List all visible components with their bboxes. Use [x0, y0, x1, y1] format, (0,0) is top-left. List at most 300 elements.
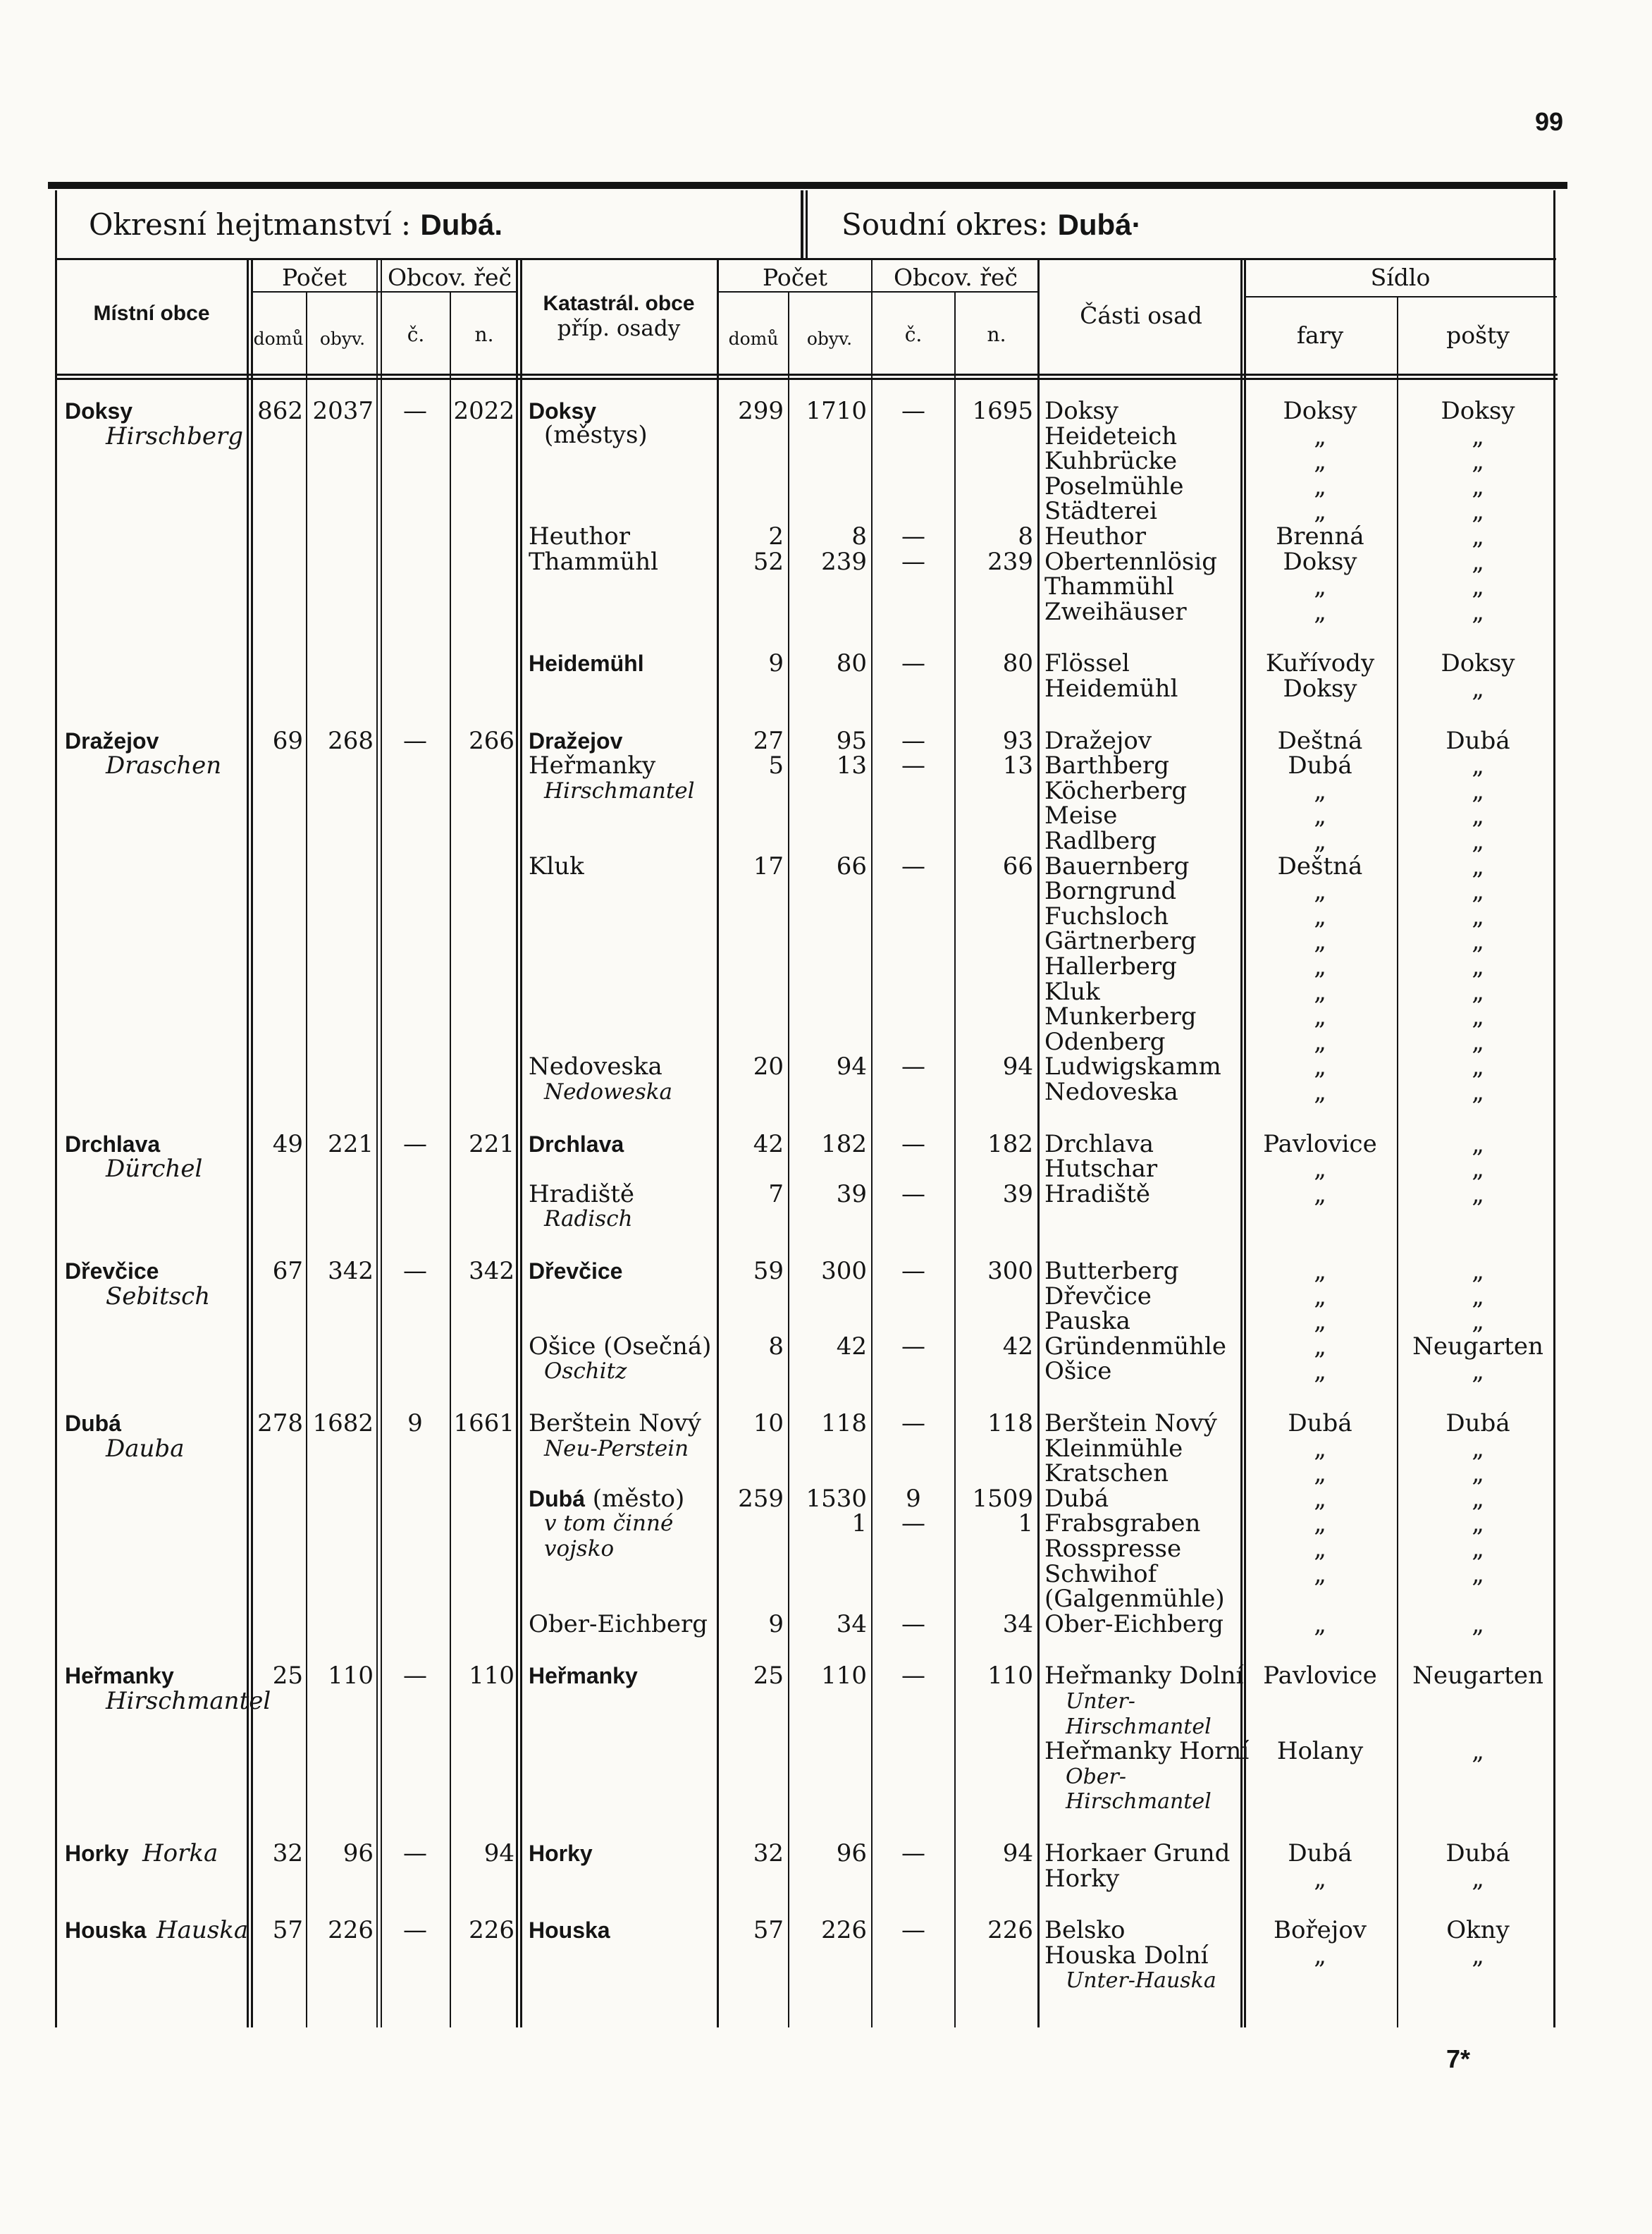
cell-k-c: — — [901, 1257, 925, 1285]
cell-fara: „ — [1314, 827, 1326, 855]
cell-fara: „ — [1314, 1434, 1326, 1463]
table-row — [0, 1207, 1652, 1232]
table-row — [0, 499, 1652, 524]
cell-cast-de: Hirschmantel — [1066, 1789, 1212, 1815]
cell-cast: Ludwigskamm — [1044, 1052, 1221, 1081]
cell-obec: Dřevčice — [65, 1258, 159, 1284]
cell-posta: „ — [1472, 952, 1484, 981]
cell-cast: Dřevčice — [1044, 1282, 1152, 1311]
cell-obec: Horky — [65, 1841, 129, 1866]
cell-posta: „ — [1472, 675, 1484, 703]
cell-k-c: — — [901, 726, 925, 755]
cell-katastr: Hradiště — [529, 1179, 635, 1208]
cell-k-c: — — [901, 1609, 925, 1638]
cell-cast: Belsko — [1044, 1916, 1126, 1945]
table-row — [0, 1080, 1652, 1105]
cell-n: 226 — [469, 1916, 514, 1945]
cell-fara: „ — [1314, 927, 1326, 956]
cell-fara: „ — [1314, 802, 1326, 830]
table-row — [0, 420, 1652, 450]
cell-k-obyv: 34 — [836, 1609, 867, 1638]
cell-obec-de: Hirschberg — [106, 422, 244, 450]
cell-katastr — [529, 1484, 716, 1513]
cell-cast-de: Hirschmantel — [1066, 1714, 1212, 1739]
table-row — [0, 1537, 1652, 1562]
cell-k-domu: 7 — [768, 1179, 784, 1208]
cell-fara: „ — [1314, 1307, 1326, 1336]
cell-katastr-sub: (městys) — [544, 420, 648, 449]
table-row — [0, 776, 1652, 805]
cell-k-c: — — [901, 1129, 925, 1158]
katastr-bold-part: Dubá — [529, 1485, 585, 1511]
cell-k-obyv: 95 — [836, 726, 867, 755]
cell-cast: Heuthor — [1044, 522, 1146, 551]
cell-k-n: 182 — [987, 1129, 1033, 1158]
cell-obec: Doksy — [65, 398, 133, 424]
table-row — [0, 651, 1652, 677]
table-row — [0, 1841, 1652, 1867]
cell-cast: Munkerberg — [1044, 1002, 1197, 1031]
col-casti: Části osad — [1080, 302, 1202, 329]
cell-k-n: 1695 — [972, 397, 1033, 425]
cell-cast: Kratschen — [1044, 1459, 1169, 1488]
cell-k-c: 9 — [906, 1484, 921, 1513]
cell-k-n: 110 — [987, 1662, 1033, 1690]
cell-cast: Schwihof — [1044, 1559, 1157, 1588]
cell-c: 9 — [407, 1409, 423, 1437]
cell-n: 110 — [469, 1662, 514, 1690]
cell-k-domu: 57 — [753, 1916, 784, 1945]
table-row — [0, 1765, 1652, 1790]
court-label: Soudní okres: — [842, 207, 1049, 242]
cell-cast: Houska Dolní — [1044, 1941, 1209, 1970]
cell-k-n: 118 — [987, 1409, 1033, 1437]
cell-k-c: — — [901, 649, 925, 678]
cell-katastr: Drchlava — [529, 1131, 624, 1157]
cell-posta: „ — [1472, 827, 1484, 855]
cell-k-n: 13 — [1002, 751, 1033, 780]
table-row — [0, 977, 1652, 1006]
cell-obyv: 110 — [328, 1662, 374, 1690]
cell-cast: Köcherberg — [1044, 776, 1188, 805]
cell-fara: „ — [1314, 1535, 1326, 1563]
district-title — [89, 207, 503, 242]
col-pocet-2: Počet — [762, 264, 827, 291]
cell-posta: „ — [1472, 802, 1484, 830]
cell-fara: „ — [1314, 422, 1326, 450]
cell-fara: „ — [1314, 1509, 1326, 1538]
cell-posta: „ — [1472, 1609, 1484, 1638]
cell-posta: „ — [1472, 1155, 1484, 1184]
cell-k-n: 239 — [987, 547, 1033, 576]
cell-n: 221 — [469, 1129, 514, 1158]
cell-cast: (Galgenmühle) — [1044, 1585, 1225, 1614]
table-row — [0, 1587, 1652, 1612]
cell-k-domu: 8 — [768, 1332, 784, 1361]
cell-k-obyv: 1 — [851, 1509, 867, 1538]
cell-k-domu: 52 — [753, 547, 784, 576]
cell-obec-de: Sebitsch — [106, 1282, 211, 1311]
cell-katastr-de: Neu-Perstein — [544, 1435, 689, 1461]
cell-k-domu: 9 — [768, 1609, 784, 1638]
cell-k-c: — — [901, 1179, 925, 1208]
cell-posta: Neugarten — [1412, 1332, 1543, 1361]
district-label: Okresní hejtmanství : — [89, 207, 412, 242]
cell-katastr: Horky — [529, 1841, 593, 1866]
cell-posta: „ — [1472, 1941, 1484, 1970]
cell-fara: „ — [1314, 1609, 1326, 1638]
cell-k-obyv: 8 — [851, 522, 867, 551]
cell-katastr-de: v tom činné — [544, 1511, 674, 1537]
cell-fara: Holany — [1276, 1737, 1364, 1766]
cell-posta: „ — [1472, 572, 1484, 601]
table-row — [0, 449, 1652, 474]
cell-cast: Pauska — [1044, 1307, 1130, 1336]
cell-n: 94 — [483, 1839, 514, 1867]
table-row — [0, 879, 1652, 904]
cell-fara: „ — [1314, 776, 1326, 805]
cell-cast: Kluk — [1044, 977, 1100, 1006]
cell-katastr-de: Radisch — [544, 1206, 633, 1232]
table-row — [0, 1686, 1652, 1715]
cell-fara: „ — [1314, 1941, 1326, 1970]
cell-katastr: Dřevčice — [529, 1258, 623, 1284]
cell-katastr: Berštein Nový — [529, 1409, 701, 1437]
cell-c: — — [403, 1129, 427, 1158]
cell-c: — — [403, 397, 427, 425]
cell-posta: Doksy — [1441, 397, 1515, 425]
cell-k-obyv: 96 — [836, 1839, 867, 1867]
cell-fara: „ — [1314, 1052, 1326, 1081]
table-row — [0, 1461, 1652, 1487]
cell-fara: Dubá — [1288, 1839, 1352, 1867]
cell-cast: Doksy — [1044, 397, 1118, 425]
cell-cast: Thammühl — [1044, 572, 1174, 601]
cell-obec-de: Dürchel — [106, 1155, 203, 1184]
cell-posta: „ — [1472, 1484, 1484, 1513]
cell-domu: 69 — [272, 726, 303, 755]
cell-k-n: 93 — [1002, 726, 1033, 755]
table-row — [0, 952, 1652, 981]
table-row — [0, 1968, 1652, 1994]
cell-fara: Brenná — [1276, 522, 1364, 551]
cell-posta: „ — [1472, 422, 1484, 450]
cell-k-obyv: 42 — [836, 1332, 867, 1361]
cell-fara: Pavlovice — [1263, 1662, 1377, 1690]
table-row — [0, 572, 1652, 601]
cell-cast: Horkaer Grund — [1044, 1839, 1231, 1867]
cell-fara: „ — [1314, 877, 1326, 906]
top-rule — [48, 182, 1567, 189]
table-row — [0, 1559, 1652, 1588]
cell-posta: „ — [1472, 1282, 1484, 1311]
cell-cast-de: Unter- — [1066, 1689, 1135, 1714]
cell-katastr: Ošice (Osečná) — [529, 1332, 712, 1361]
cell-posta: „ — [1472, 1307, 1484, 1336]
cell-posta: Dubá — [1446, 1839, 1510, 1867]
cell-cast: Meise — [1044, 802, 1118, 830]
table-row — [0, 1739, 1652, 1765]
cell-cast: Kleinmühle — [1044, 1434, 1183, 1463]
cell-k-obyv: 182 — [821, 1129, 867, 1158]
cell-obec: Dražejov — [65, 728, 159, 754]
cell-fara: Doksy — [1283, 675, 1357, 703]
cell-katastr: Houska — [529, 1917, 610, 1944]
table-row — [0, 597, 1652, 626]
cell-cast: Ober-Eichberg — [1044, 1609, 1224, 1638]
table-row — [0, 1284, 1652, 1310]
cell-k-domu: 32 — [753, 1839, 784, 1867]
cell-cast: Dubá — [1044, 1484, 1109, 1513]
cell-posta: „ — [1472, 1535, 1484, 1563]
col-katastr-1: Katastrál. obce — [543, 292, 695, 315]
cell-katastr: Heřmanky — [529, 751, 656, 780]
cell-posta: Dubá — [1446, 726, 1510, 755]
cell-k-domu: 42 — [753, 1129, 784, 1158]
cell-cast: Hutschar — [1044, 1155, 1158, 1184]
cell-katastr: Nedoveska — [529, 1052, 662, 1081]
cell-k-obyv: 13 — [836, 751, 867, 780]
cell-cast: Heideteich — [1044, 422, 1178, 450]
cell-cast: Gärtnerberg — [1044, 927, 1197, 956]
cell-cast-de: Ober- — [1066, 1764, 1127, 1789]
cell-obyv: 268 — [328, 726, 374, 755]
cell-fara: „ — [1314, 1332, 1326, 1361]
footer-mark: 7* — [1446, 2044, 1471, 2073]
cell-katastr: Heřmanky — [529, 1663, 638, 1689]
cell-cast: Hradiště — [1044, 1179, 1151, 1208]
cell-posta: „ — [1472, 877, 1484, 906]
cell-katastr: Doksy — [529, 398, 597, 424]
table-row — [0, 854, 1652, 880]
cell-k-n: 226 — [987, 1916, 1033, 1945]
cell-fara: „ — [1314, 1027, 1326, 1056]
cell-posta: „ — [1472, 1257, 1484, 1285]
cell-c: — — [403, 726, 427, 755]
table-row — [0, 1864, 1652, 1893]
table-row — [0, 1941, 1652, 1970]
cell-k-c: — — [901, 1662, 925, 1690]
cell-posta: „ — [1472, 497, 1484, 526]
cell-posta: „ — [1472, 902, 1484, 931]
table-row — [0, 829, 1652, 854]
cell-c: — — [403, 1916, 427, 1945]
district-name: Dubá. — [420, 208, 503, 241]
col-fary: fary — [1296, 321, 1344, 349]
col-c-1: č. — [407, 323, 425, 346]
cell-katastr-de: Oschitz — [544, 1358, 627, 1385]
cell-fara: „ — [1314, 1357, 1326, 1386]
cell-posta: „ — [1472, 1027, 1484, 1056]
col-n-1: n. — [474, 323, 494, 346]
cell-obyv: 342 — [328, 1257, 374, 1285]
cell-fara: „ — [1314, 1864, 1326, 1893]
cell-k-c: — — [901, 1839, 925, 1867]
cell-k-c: — — [901, 397, 925, 425]
cell-k-obyv: 80 — [836, 649, 867, 678]
table-row — [0, 1434, 1652, 1463]
cell-k-obyv: 226 — [821, 1916, 867, 1945]
cell-posta: Neugarten — [1412, 1662, 1543, 1690]
table-row — [0, 1609, 1652, 1638]
cell-fara: „ — [1314, 1484, 1326, 1513]
col-obcov-2: Obcov. řeč — [893, 264, 1018, 291]
cell-fara: „ — [1314, 1155, 1326, 1184]
cell-obec-de: Hirschmantel — [106, 1686, 271, 1715]
cell-k-domu: 2 — [768, 522, 784, 551]
cell-cast: Radlberg — [1044, 827, 1157, 855]
cell-fara: „ — [1314, 572, 1326, 601]
cell-obyv: 226 — [328, 1916, 374, 1945]
table-row — [0, 1257, 1652, 1311]
cell-posta: „ — [1472, 522, 1484, 551]
cell-k-c: — — [901, 1332, 925, 1361]
cell-k-obyv: 66 — [836, 852, 867, 880]
cell-posta: „ — [1472, 1864, 1484, 1893]
table-row — [0, 1789, 1652, 1815]
cell-fara: „ — [1314, 1559, 1326, 1588]
cell-posta: „ — [1472, 776, 1484, 805]
cell-fara: „ — [1314, 1282, 1326, 1311]
cell-k-n: 8 — [1018, 522, 1033, 551]
cell-posta: „ — [1472, 751, 1484, 780]
cell-domu: 278 — [257, 1409, 303, 1437]
cell-cast: Dražejov — [1044, 726, 1152, 755]
cell-n: 1661 — [453, 1409, 514, 1437]
cell-cast: Butterberg — [1044, 1257, 1179, 1285]
col-domu-1: domů — [253, 329, 304, 349]
cell-posta: „ — [1472, 1052, 1484, 1081]
col-pocet-1: Počet — [281, 264, 347, 291]
page-number: 99 — [1535, 107, 1564, 136]
cell-cast: Borngrund — [1044, 877, 1177, 906]
cell-k-c: — — [901, 1409, 925, 1437]
cell-k-c: — — [901, 852, 925, 880]
cell-k-n: 66 — [1002, 852, 1033, 880]
table-row — [0, 1359, 1652, 1385]
cell-cast: Obertennlösig — [1044, 547, 1218, 576]
cell-k-n: 42 — [1002, 1332, 1033, 1361]
cell-k-domu: 10 — [753, 1409, 784, 1437]
cell-k-domu: 299 — [738, 397, 784, 425]
cell-k-domu: 20 — [753, 1052, 784, 1081]
cell-k-n: 94 — [1002, 1052, 1033, 1081]
cell-fara: Doksy — [1283, 397, 1357, 425]
table-row — [0, 1027, 1652, 1056]
cell-k-obyv: 300 — [821, 1257, 867, 1285]
cell-fara: „ — [1314, 902, 1326, 931]
cell-k-c: — — [901, 1052, 925, 1081]
cell-cast: Gründenmühle — [1044, 1332, 1227, 1361]
cell-k-domu: 25 — [753, 1662, 784, 1690]
cell-k-obyv: 110 — [821, 1662, 867, 1690]
cell-katastr: Dražejov — [529, 728, 623, 754]
cell-k-n: 300 — [987, 1257, 1033, 1285]
table-row — [0, 929, 1652, 955]
cell-obyv: 2037 — [312, 397, 374, 425]
cell-c: — — [403, 1839, 427, 1867]
cell-posta: „ — [1472, 597, 1484, 626]
cell-k-domu: 5 — [768, 751, 784, 780]
cell-c: — — [403, 1662, 427, 1690]
cell-fara: „ — [1314, 1459, 1326, 1488]
cell-fara: Bořejov — [1273, 1916, 1367, 1945]
cell-posta: „ — [1472, 1129, 1484, 1158]
cell-obec: Dubá — [65, 1411, 121, 1436]
cell-k-n: 1509 — [972, 1484, 1033, 1513]
cell-obec-de: Hauska — [156, 1916, 249, 1945]
cell-cast: Kuhbrücke — [1044, 447, 1178, 476]
col-domu-2: domů — [728, 329, 779, 349]
cell-k-domu: 27 — [753, 726, 784, 755]
table-row — [0, 1002, 1652, 1031]
cell-k-obyv: 39 — [836, 1179, 867, 1208]
cell-posta: „ — [1472, 1078, 1484, 1106]
cell-k-domu: 259 — [738, 1484, 784, 1513]
cell-obec: Houska — [65, 1917, 147, 1944]
cell-posta: „ — [1472, 472, 1484, 501]
cell-k-obyv: 239 — [821, 547, 867, 576]
cell-k-obyv: 94 — [836, 1052, 867, 1081]
col-obyv-1: obyv. — [319, 329, 366, 349]
cell-obyv: 96 — [343, 1839, 374, 1867]
cell-domu: 67 — [272, 1257, 303, 1285]
cell-posta: „ — [1472, 1559, 1484, 1588]
col-sidlo: Sídlo — [1370, 264, 1431, 291]
cell-cast: Zweihäuser — [1044, 597, 1187, 626]
cell-fara: Dubá — [1288, 751, 1352, 780]
cell-cast: Odenberg — [1044, 1027, 1166, 1056]
table-row — [0, 751, 1652, 780]
cell-fara: Doksy — [1283, 547, 1357, 576]
cell-fara: „ — [1314, 472, 1326, 501]
col-katastr-2: příp. osady — [557, 316, 681, 341]
col-c-2: č. — [904, 323, 923, 346]
cell-cast: Horky — [1044, 1864, 1120, 1893]
col-mistni-obce: Místní obce — [93, 302, 210, 325]
table-row — [0, 1052, 1652, 1081]
cell-k-domu: 9 — [768, 649, 784, 678]
cell-fara: Kuřívody — [1265, 649, 1375, 678]
cell-obec: Heřmanky — [65, 1663, 174, 1689]
cell-posta: „ — [1472, 1737, 1484, 1766]
cell-posta: „ — [1472, 1357, 1484, 1386]
col-posty: pošty — [1446, 321, 1510, 349]
cell-cast: Barthberg — [1044, 751, 1169, 780]
cell-posta: „ — [1472, 1459, 1484, 1488]
cell-katastr: Thammühl — [529, 547, 658, 576]
table-row — [0, 1714, 1652, 1740]
cell-posta: „ — [1472, 852, 1484, 880]
cell-cast: Heřmanky Dolní — [1044, 1662, 1244, 1690]
table-row — [0, 1309, 1652, 1334]
cell-n: 2022 — [453, 397, 514, 425]
cell-k-n: 1 — [1018, 1509, 1033, 1538]
cell-k-obyv: 118 — [821, 1409, 867, 1437]
cell-obec: Drchlava — [65, 1131, 161, 1157]
cell-k-c: — — [901, 1916, 925, 1945]
table-row — [0, 1157, 1652, 1182]
col-n-2: n. — [987, 323, 1006, 346]
cell-cast: Berštein Nový — [1044, 1409, 1217, 1437]
cell-cast: Heidemühl — [1044, 675, 1178, 703]
table-row — [0, 1511, 1652, 1537]
table-row — [0, 1179, 1652, 1208]
cell-fara: „ — [1314, 1179, 1326, 1208]
cell-cast: Frabsgraben — [1044, 1509, 1201, 1538]
cell-cast: Städterei — [1044, 497, 1158, 526]
cell-k-obyv: 1710 — [806, 397, 867, 425]
